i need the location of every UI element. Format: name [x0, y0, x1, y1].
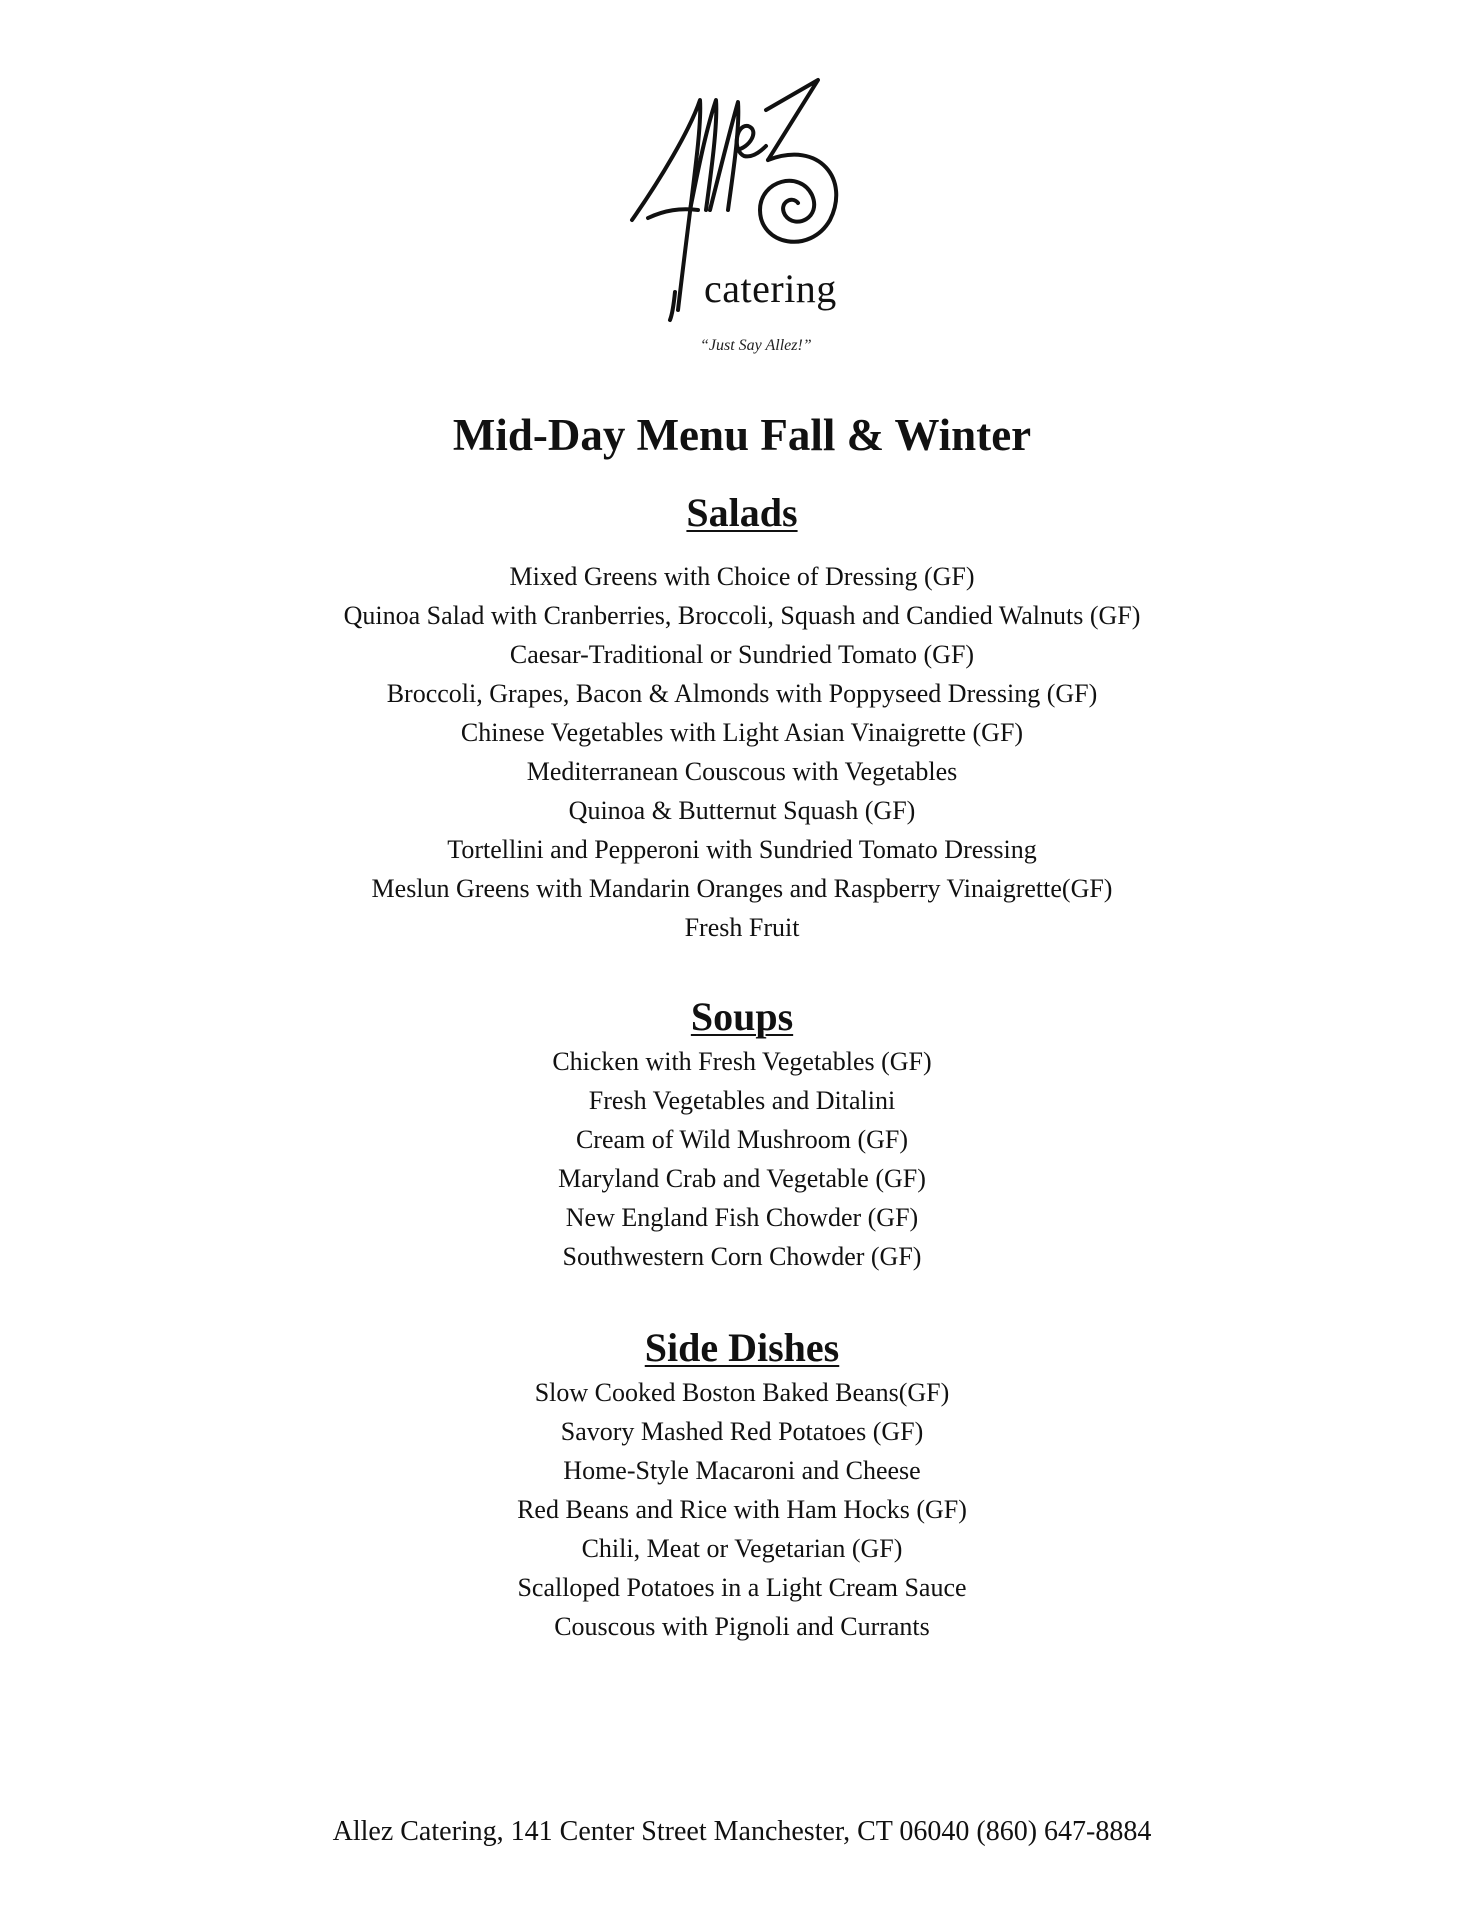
- list-item: Caesar-Traditional or Sundried Tomato (GF): [509, 640, 975, 669]
- list-item: Tortellini and Pepperoni with Sundried Tomato Dressing: [447, 835, 1037, 864]
- list-item: Savory Mashed Red Potatoes (GF): [560, 1417, 924, 1446]
- list-item: Red Beans and Rice with Ham Hocks (GF): [517, 1495, 967, 1524]
- list-item: Fresh Fruit: [684, 913, 800, 942]
- list-item: Mixed Greens with Choice of Dressing (GF): [509, 562, 975, 591]
- salads-list: [0, 557, 1484, 947]
- list-item: Slow Cooked Boston Baked Beans(GF): [534, 1378, 950, 1407]
- side-dishes-section: [0, 1323, 1484, 1646]
- section-heading-salads: Salads: [686, 490, 798, 535]
- list-item: Quinoa Salad with Cranberries, Broccoli, Squash and Candied Walnuts (GF): [343, 601, 1141, 630]
- list-item: Cream of Wild Mushroom (GF): [575, 1125, 909, 1154]
- list-item: Mediterranean Couscous with Vegetables: [526, 757, 958, 786]
- logo-brand-word: catering: [704, 266, 837, 311]
- list-item: Couscous with Pignoli and Currants: [554, 1612, 930, 1641]
- logo-tagline: “Just Say Allez!”: [700, 337, 812, 354]
- list-item: New England Fish Chowder (GF): [565, 1203, 919, 1232]
- soups-list: [0, 1042, 1484, 1276]
- list-item: Quinoa & Butternut Squash (GF): [568, 796, 916, 825]
- list-item: Scalloped Potatoes in a Light Cream Sauce: [517, 1573, 967, 1602]
- list-item: Home-Style Macaroni and Cheese: [563, 1456, 921, 1485]
- list-item: Broccoli, Grapes, Bacon & Almonds with Poppyseed Dressing (GF): [386, 679, 1098, 708]
- allez-spiral-logo-icon: [620, 70, 920, 370]
- salads-section: [0, 488, 1484, 947]
- list-item: Fresh Vegetables and Ditalini: [588, 1086, 896, 1115]
- section-heading-side-dishes: Side Dishes: [644, 1325, 840, 1370]
- list-item: Maryland Crab and Vegetable (GF): [558, 1164, 926, 1193]
- side-dishes-list: [0, 1373, 1484, 1646]
- allez-catering-logo: [620, 70, 920, 370]
- list-item: Chinese Vegetables with Light Asian Vinaigrette (GF): [460, 718, 1024, 747]
- list-item: Chili, Meat or Vegetarian (GF): [581, 1534, 903, 1563]
- page-title: Mid-Day Menu Fall & Winter: [452, 410, 1032, 460]
- list-item: Southwestern Corn Chowder (GF): [562, 1242, 922, 1271]
- footer-contact: Allez Catering, 141 Center Street Manchester, CT 06040 (860) 647-8884: [332, 1816, 1152, 1847]
- list-item: Chicken with Fresh Vegetables (GF): [552, 1047, 932, 1076]
- soups-section: [0, 992, 1484, 1276]
- section-heading-soups: Soups: [690, 994, 794, 1039]
- list-item: Meslun Greens with Mandarin Oranges and Raspberry Vinaigrette(GF): [371, 874, 1113, 903]
